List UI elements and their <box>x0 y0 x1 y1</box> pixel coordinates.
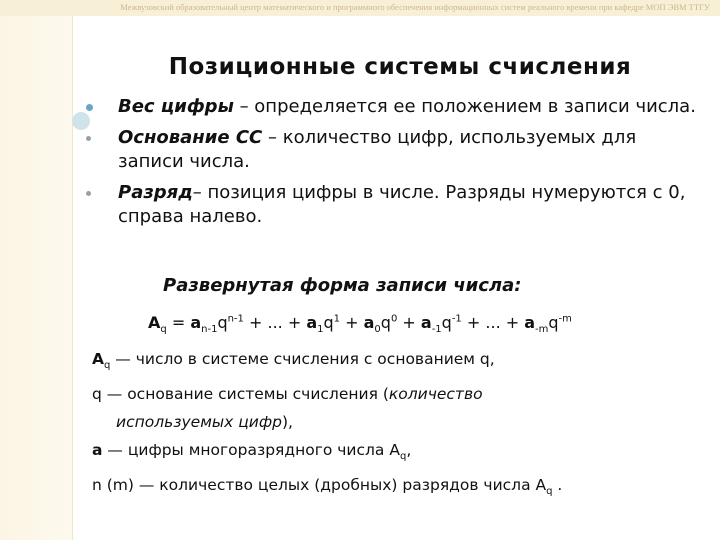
formula-op: + <box>397 313 421 332</box>
bullet-item <box>86 126 706 174</box>
def-text: q — основание системы счисления ( <box>92 385 389 404</box>
bullet-item <box>86 181 706 229</box>
definition-line <box>92 345 702 380</box>
bullet-term: Основание СС <box>118 127 263 148</box>
formula-sub: -m <box>535 324 549 336</box>
formula-base: q <box>217 313 228 332</box>
formula-sup: 0 <box>390 313 398 325</box>
formula-term: a <box>363 313 375 332</box>
formula-sup: -m <box>558 313 572 325</box>
formula-term: a <box>420 313 432 332</box>
header-caption: Межвузовский образовательный центр математического и программного обеспечения информационных систем реального времени при кафедре МОП ЭВМ ТТГУ <box>120 2 710 12</box>
formula-op: + ... + <box>243 313 307 332</box>
def-italic: количество <box>388 385 483 404</box>
def-text: . <box>552 476 563 495</box>
bullet-term: Разряд <box>118 182 193 203</box>
formula-sup: 1 <box>333 313 341 325</box>
formula-sub: n-1 <box>201 324 218 336</box>
left-decorative-band <box>0 0 73 540</box>
bullet-text: – количество цифр, используемых для записи числа. <box>118 127 637 172</box>
formula-eq: = <box>166 313 191 332</box>
definitions-block <box>92 345 702 506</box>
def-symbol: a <box>92 441 103 460</box>
def-text: — цифры многоразрядного числа A <box>102 441 400 460</box>
bullet-dot-icon <box>86 191 91 196</box>
formula-base: q <box>323 313 334 332</box>
formula-sup: -1 <box>451 313 462 325</box>
expanded-form-formula <box>148 313 572 335</box>
formula-base: q <box>548 313 559 332</box>
formula-lhs-sub: q <box>160 324 167 336</box>
definition-line <box>92 471 702 506</box>
formula-sub: 1 <box>317 324 324 336</box>
definition-line <box>92 408 702 436</box>
bullet-text: – позиция цифры в числе. Разряды нумеруются с 0, справа налево. <box>118 182 686 227</box>
def-symbol: A <box>92 350 104 368</box>
bullet-text: – определяется ее положением в записи числа. <box>233 96 696 117</box>
def-italic: используемых цифр <box>116 413 282 432</box>
def-sub: q <box>399 451 407 463</box>
bullet-item <box>86 95 706 119</box>
formula-op: + <box>340 313 364 332</box>
def-text: , <box>406 441 412 460</box>
formula-base: q <box>380 313 391 332</box>
def-text: ), <box>281 413 293 432</box>
def-text: — число в системе счисления с основанием q, <box>110 350 495 368</box>
def-sub: q <box>546 486 553 498</box>
definition-line <box>92 380 702 408</box>
bullet-term: Вес цифры <box>118 96 234 117</box>
bullet-dot-icon <box>86 104 93 111</box>
bullet-dot-icon <box>86 136 91 141</box>
formula-heading: Развернутая форма записи числа: <box>163 275 522 296</box>
definition-line <box>92 436 702 471</box>
slide-title: Позиционные системы счисления <box>168 54 632 80</box>
formula-term: a <box>306 313 318 332</box>
formula-base: q <box>441 313 452 332</box>
formula-term: a <box>190 313 202 332</box>
def-sub: q <box>104 360 111 372</box>
formula-lhs: A <box>148 313 161 332</box>
bullet-list <box>86 95 706 236</box>
formula-sub: -1 <box>431 324 442 336</box>
formula-op: + ... + <box>461 313 525 332</box>
formula-sub: 0 <box>374 324 381 336</box>
formula-term: a <box>524 313 536 332</box>
formula-sup: n-1 <box>227 313 244 325</box>
def-text: n (m) — количество целых (дробных) разрядов числа A <box>92 476 547 495</box>
